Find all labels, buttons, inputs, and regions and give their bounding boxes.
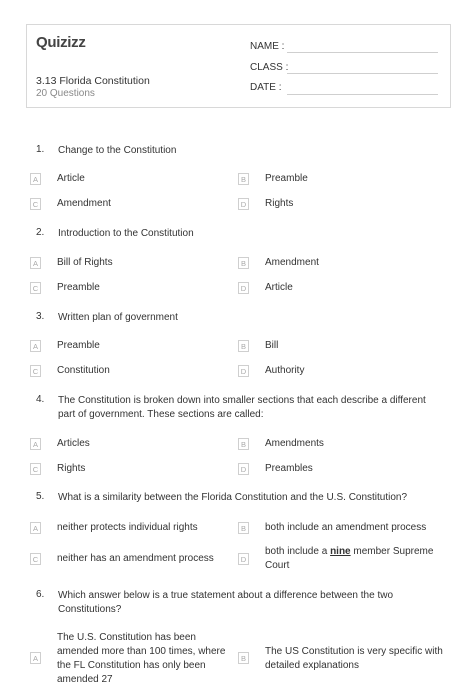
question-text: Introduction to the Constitution [58,228,194,239]
question-text: Which answer below is a true statement about a difference between the two Constitutions? [58,590,394,615]
name-line[interactable] [287,52,438,53]
date-line[interactable] [287,94,438,95]
option-letter-box[interactable]: C [30,553,41,565]
option-text: Amendments [265,438,324,449]
option-text: Article [57,173,85,184]
option-text: neither has an amendment process [57,553,214,564]
option-letter-box[interactable]: C [30,365,41,377]
option-text: Preambles [265,463,313,474]
option-emphasis-nine: nine [330,546,351,557]
option-letter-box[interactable]: B [238,340,249,352]
date-label: DATE : [250,82,282,93]
option-letter-box[interactable]: B [238,173,249,185]
option-letter-box[interactable]: A [30,257,41,269]
option-letter-box[interactable]: D [238,198,249,210]
option-text: Bill of Rights [57,257,113,268]
question-number: 1. [36,144,45,155]
option-text: Bill [265,340,279,351]
option-text: Article [265,282,293,293]
option-text: The U.S. Constitution has been amended more than 100 times, where the FL Constitution has only been amended 27 [57,632,226,685]
option-text: Preamble [57,282,100,293]
option-text-part: both include a [265,546,331,557]
option-letter-box[interactable]: A [30,522,41,534]
option-letter-box[interactable]: D [238,282,249,294]
option-text: Rights [265,198,294,209]
class-line[interactable] [287,73,438,74]
question-number: 6. [36,589,45,600]
option-letter-box[interactable]: A [30,652,41,664]
option-letter-box[interactable]: B [238,257,249,269]
question-number: 4. [36,394,45,405]
option-text: neither protects individual rights [57,522,198,533]
option-text: Authority [265,365,305,376]
option-text: Constitution [57,365,110,376]
question-text: Written plan of government [58,312,178,323]
question-number: 2. [36,227,45,238]
option-letter-box[interactable]: A [30,173,41,185]
quizizz-logo: Quizizz [36,34,86,51]
option-letter-box[interactable]: D [238,553,249,565]
option-letter-box[interactable]: B [238,652,249,664]
option-text: Articles [57,438,90,449]
option-letter-box[interactable]: D [238,365,249,377]
option-letter-box[interactable]: D [238,463,249,475]
question-text: Change to the Constitution [58,145,177,156]
option-letter-box[interactable]: C [30,282,41,294]
option-letter-box[interactable]: A [30,340,41,352]
question-text: What is a similarity between the Florida Constitution and the U.S. Constitution? [58,492,408,503]
class-label: CLASS : [250,62,289,73]
quiz-title: 3.13 Florida Constitution [36,75,150,87]
option-text: both include an amendment process [265,522,427,533]
option-text: Rights [57,463,86,474]
option-text: The US Constitution is very specific with detailed explanations [265,646,443,671]
option-text-part: member Supreme Court [265,546,434,571]
question-number: 5. [36,491,45,502]
option-text-nine-member [265,545,435,573]
option-text: Amendment [57,198,111,209]
option-text: Preamble [57,340,100,351]
name-label: NAME : [250,41,285,52]
option-text: Amendment [265,257,319,268]
option-letter-box[interactable]: C [30,198,41,210]
option-letter-box[interactable]: A [30,438,41,450]
question-number: 3. [36,311,45,322]
option-letter-box[interactable]: B [238,522,249,534]
question-text: The Constitution is broken down into smaller sections that each describe a different part of government. These sections are called: [58,395,426,420]
question-count: 20 Questions [36,88,95,99]
option-letter-box[interactable]: C [30,463,41,475]
option-letter-box[interactable]: B [238,438,249,450]
option-text: Preamble [265,173,308,184]
